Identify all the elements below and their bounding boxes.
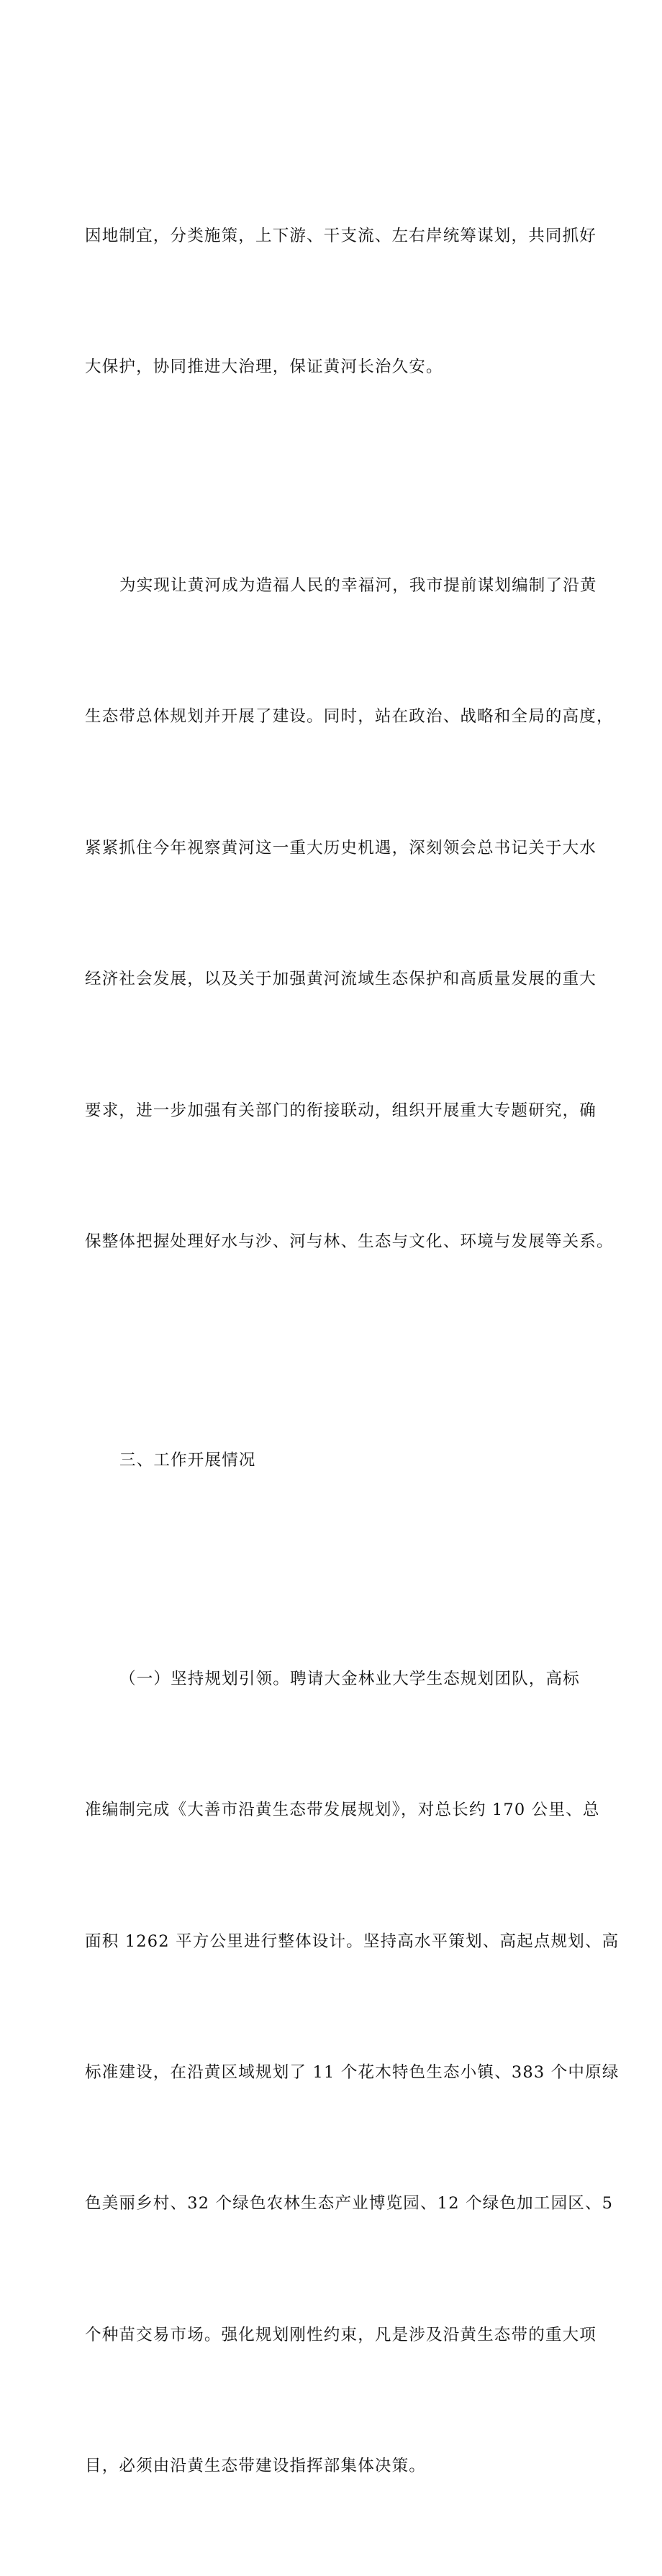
text-line: 保整体把握处理好水与沙、河与林、生态与文化、环境与发展等关系。	[85, 1232, 614, 1251]
text-line: （一）坚持规划引领。聘请大金林业大学生态规划团队，高标	[119, 1669, 580, 1688]
text-line: 面积 1262 平方公里进行整体设计。坚持高水平策划、高起点规划、高	[85, 1931, 620, 1951]
text-line: 个种苗交易市场。强化规划刚性约束，凡是涉及沿黄生态带的重大项	[85, 2325, 597, 2344]
text-line: 大保护，协同推进大治理，保证黄河长治久安。	[85, 357, 443, 376]
text-line: 色美丽乡村、32 个绿色农林生态产业博览园、12 个绿色加工园区、5	[85, 2194, 614, 2213]
paragraph-planning	[85, 476, 614, 1351]
paragraph-planning-lead	[85, 1570, 620, 2575]
text-line: 因地制宜，分类施策，上下游、干支流、左右岸统筹谋划，共同抓好	[85, 226, 597, 245]
text-line: 目，必须由沿黄生态带建设指挥部集体决策。	[85, 2457, 427, 2476]
text-line: 准编制完成《大善市沿黄生态带发展规划》，对总长约 170 公里、总	[85, 1801, 600, 1820]
text-line: 生态带总体规划并开展了建设。同时，站在政治、战略和全局的高度，	[85, 707, 614, 727]
heading-text: 三、工作开展情况	[119, 1450, 256, 1470]
paragraph-continuation	[85, 127, 597, 476]
text-line: 经济社会发展，以及关于加强黄河流域生态保护和高质量发展的重大	[85, 970, 597, 989]
text-line: 为实现让黄河成为造福人民的幸福河，我市提前谋划编制了沿黄	[119, 575, 597, 595]
text-line: 标准建设，在沿黄区域规划了 11 个花木特色生态小镇、383 个中原绿	[85, 2063, 620, 2083]
document-body	[85, 127, 620, 2576]
section-heading	[85, 1351, 589, 1570]
text-line: 紧紧抓住今年视察黄河这一重大历史机遇，深刻领会总书记关于大水	[85, 838, 597, 857]
text-line: 要求，进一步加强有关部门的衔接联动，组织开展重大专题研究，确	[85, 1101, 597, 1120]
